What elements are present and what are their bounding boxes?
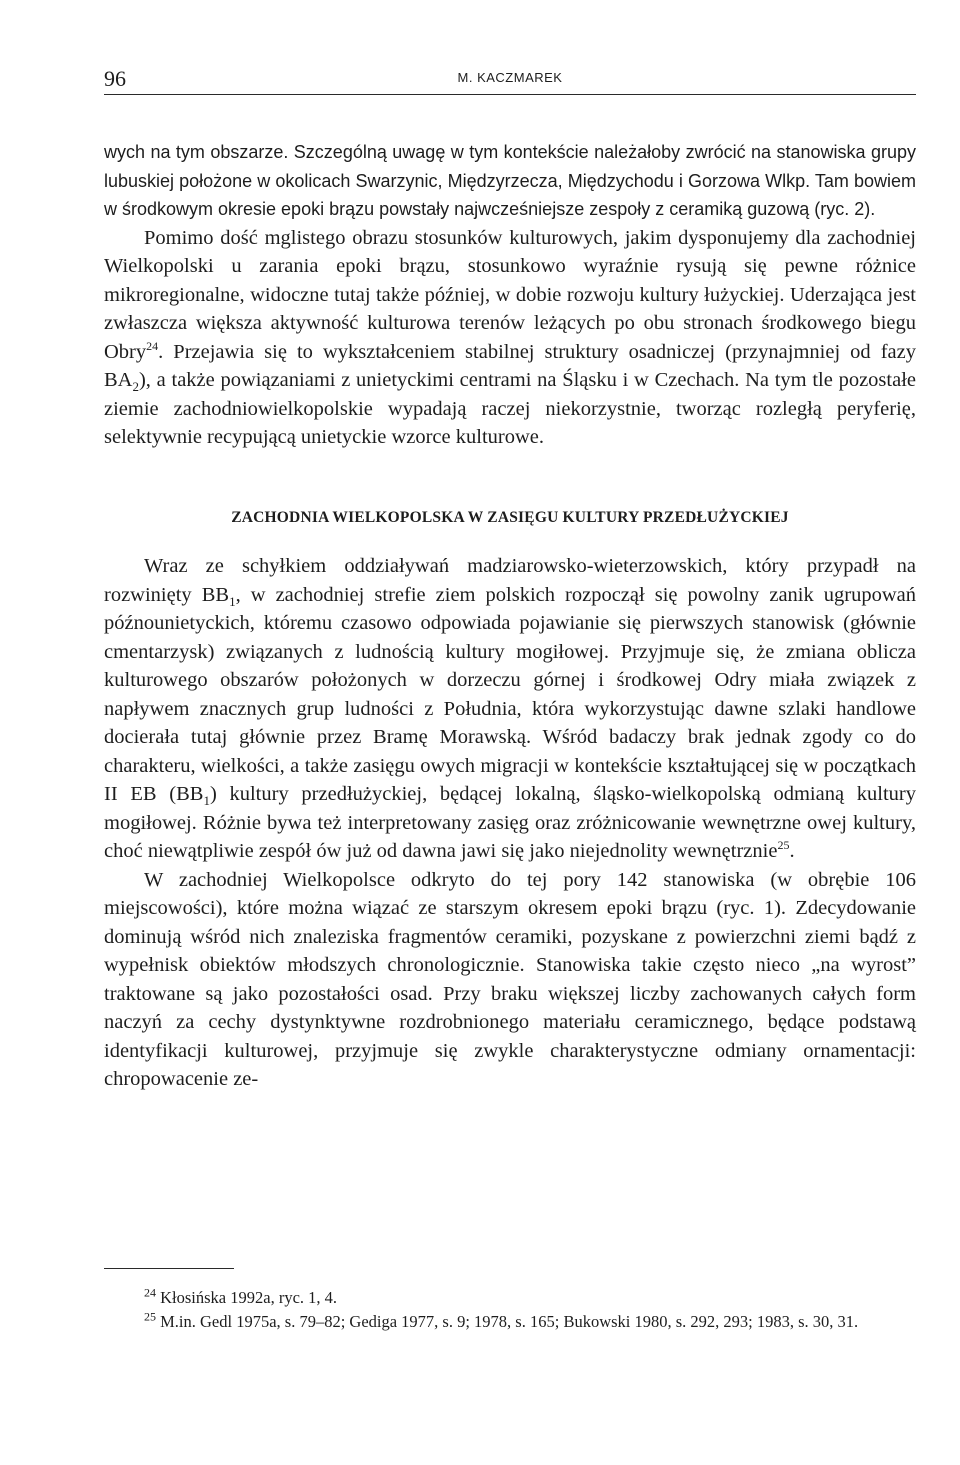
- subscript-2: 2: [132, 379, 139, 395]
- paragraph-2-text-c: ), a także powiązaniami z unietyckimi centrami na Śląsku i w Czechach. Na tym tle pozostałe ziemie zachodniowielkopolskie wypadają raczej niekorzystnie, tworząc rozległą peryferię, selektywnie recypującą unietyckie wzorce kulturowe.: [104, 369, 916, 448]
- footnote-25: [104, 1310, 916, 1334]
- running-header: [104, 58, 916, 95]
- subscript-1b: 1: [203, 793, 210, 809]
- paragraph-3: [104, 552, 916, 866]
- footnote-24: [104, 1286, 916, 1310]
- paragraph-2: [104, 224, 916, 452]
- paragraph-3-text-a: Wraz ze schyłkiem oddziaływań madziarowsko-wieterzowskich, który przypadł na rozwinięty BB: [104, 555, 916, 606]
- paragraph-3-text-b: , w zachodniej strefie ziem polskich rozpoczął się powolny zanik ugrupowań późnounietyckich, któremu czasowo odpowiada pojawianie się pierwszych stanowisk (głównie cmentarzysk) związanych z ludnością kultury mogiłowej. Przyjmuje się, że zmiana oblicza kulturowego obszarów położonych w dorzeczu górnej i środkowej Odry miała związek z napływem znacznych grup ludności z Południa, która wykorzystując dawne szlaki handlowe docierała tutaj głównie przez Bramę Morawską. Wśród badaczy brak jednak zgody co do charakteru, wielkości, a także zasięgu owych migracji w kontekście kształtującej się w początkach II EB (BB: [104, 583, 917, 805]
- paragraph-2-text-a: Pomimo dość mglistego obrazu stosunków kulturowych, jakim dysponujemy dla zachodniej Wielkopolski u zarania epoki brązu, stosunkowo wyraźnie rysują się pewne różnice mikroregionalne, widoczne tutaj także później, w dobie rozwoju kultury łużyckiej. Uderzająca jest zwłaszcza większa aktywność kulturowa terenów leżących po obu stronach środkowego biegu Obry: [104, 226, 916, 363]
- paragraph-1: wych na tym obszarze. Szczególną uwagę w tym kontekście należałoby zwrócić na stanowiska grupy lubuskiej położone w okolicach Swarzynic, Międzyrzecza, Międzychodu i Gorzowa Wlkp. Tam bowiem w środkowym okresie epoki brązu powstały najwcześniejsze zespoły z ceramiką guzową (ryc. 2).: [104, 142, 916, 219]
- footnote-24-number: 24: [144, 1285, 156, 1300]
- page: [104, 58, 916, 1094]
- subscript-1a: 1: [229, 593, 236, 609]
- footnote-rule: [104, 1268, 234, 1269]
- body-text: [104, 138, 916, 1094]
- page-number: 96: [104, 66, 126, 91]
- footnote-24-text: Kłosińska 1992a, ryc. 1, 4.: [156, 1288, 338, 1307]
- paragraph-4: W zachodniej Wielkopolsce odkryto do tej pory 142 stanowiska (w obrębie 106 miejscowości), które można wiązać ze starszym okresem epoki brązu (ryc. 1). Zdecydowanie dominują wśród nich znaleziska fragmentów ceramiki, pozyskane z powierzchni ziemi bądź z wypełnisk obiektów młodszych chronologicznie. Stanowiska takie często nieco „na wyrost” traktowane są jako pozostałości osad. Przy braku większej liczby zachowanych całych form naczyń za cechy dystynktywne rozdrobnionego materiału ceramicznego, będące podstawą identyfikacji kulturowej, przyjmuje się zwykle charakterystyczne odmiany ornamentacji: chropowacenie ze-: [104, 868, 916, 1090]
- footnote-25-text: M.in. Gedl 1975a, s. 79–82; Gediga 1977, s. 9; 1978, s. 165; Bukowski 1980, s. 292, 293; 1983, s. 30, 31.: [156, 1312, 859, 1331]
- footnote-ref-24: 24: [146, 338, 159, 353]
- footnote-ref-25: 25: [777, 838, 790, 853]
- section-heading: ZACHODNIA WIELKOPOLSKA W ZASIĘGU KULTURY PRZEDŁUŻYCKIEJ: [231, 508, 789, 526]
- paragraph-2-text-b: . Przejawia się to wykształceniem stabilnej struktury osadniczej (przynajmniej od fazy BA: [104, 340, 916, 391]
- footnote-25-number: 25: [144, 1309, 156, 1324]
- footnotes: [104, 1286, 916, 1334]
- paragraph-3-text-c: ) kultury przedłużyckiej, będącej lokalną, śląsko-wielkopolską odmianą kultury mogiłowej. Różnie bywa też interpretowany zasięg oraz zróżnicowanie wewnętrzne owej kultury, choć niewątpliwie zespół ów już od dawna jawi się jako niejednolity wewnętrznie: [104, 783, 916, 862]
- paragraph-3-text-d: .: [789, 840, 795, 862]
- running-title: M. KACZMAREK: [457, 70, 563, 85]
